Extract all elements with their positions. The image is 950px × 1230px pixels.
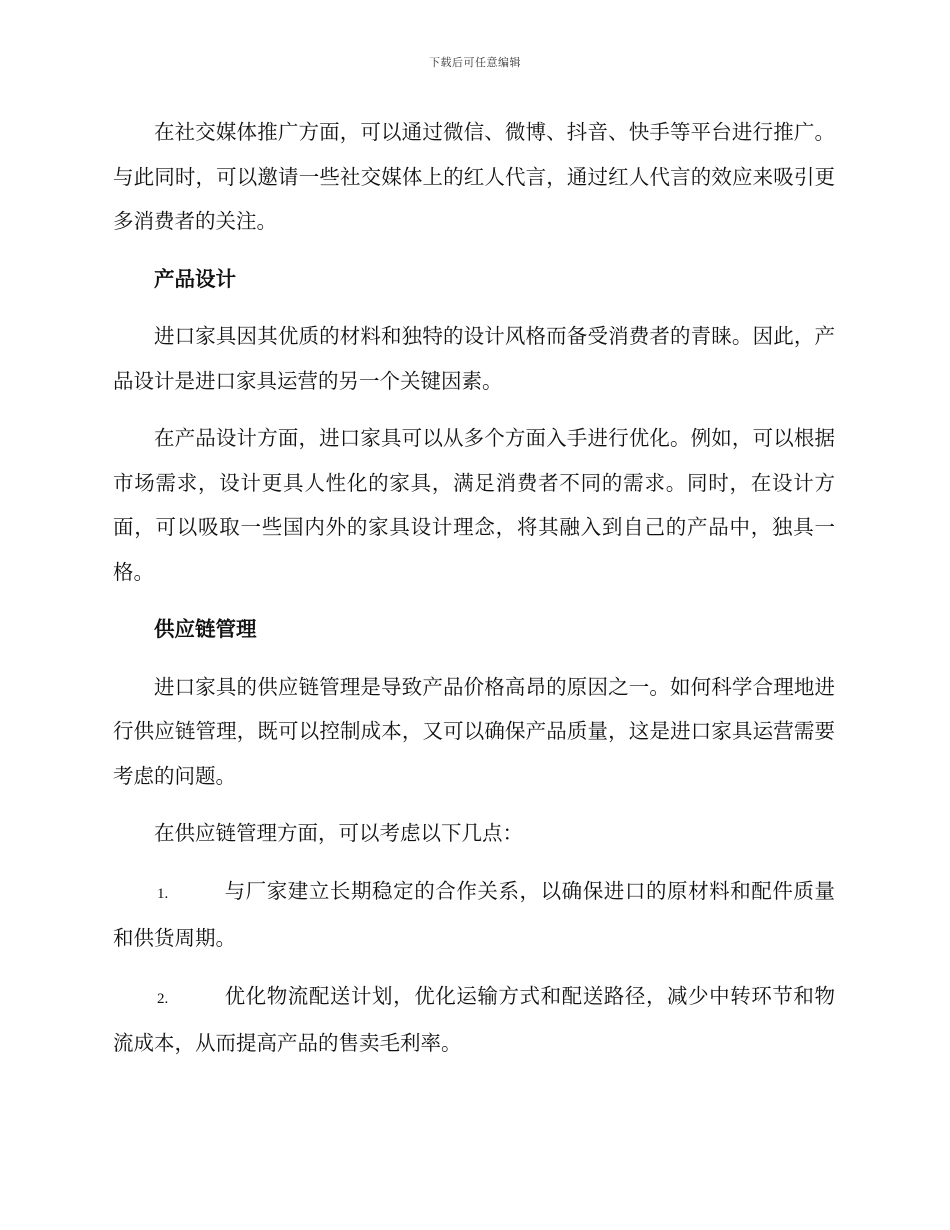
list-item [113, 974, 835, 1066]
paragraph-supply-intro: 进口家具的供应链管理是导致产品价格高昂的原因之一。如何科学合理地进行供应链管理，既可以控制成本，又可以确保产品质量，这是进口家具运营需要考虑的问题。 [113, 674, 835, 788]
paragraph-social-media: 在社交媒体推广方面，可以通过微信、微博、抖音、快手等平台进行推广。与此同时，可以邀请一些社交媒体上的红人代言，通过红人代言的效应来吸引更多消费者的关注。 [113, 120, 835, 233]
list-text: 优化物流配送计划，优化运输方式和配送路径，减少中转环节和物流成本，从而提高产品的售卖毛利率。 [113, 983, 835, 1055]
paragraph-supply-points: 在供应链管理方面，可以考虑以下几点： [154, 821, 523, 845]
paragraph-design-intro: 进口家具因其优质的材料和独特的设计风格而备受消费者的青睐。因此，产品设计是进口家具运营的另一个关键因素。 [113, 324, 835, 393]
page-header: 下载后可任意编辑 [429, 56, 521, 69]
list-text: 与厂家建立长期稳定的合作关系，以确保进口的原材料和配件质量和供货周期。 [113, 878, 835, 950]
list-number: 1. [157, 885, 169, 902]
heading-supply-chain: 供应链管理 [154, 617, 257, 641]
list-number: 2. [157, 990, 169, 1007]
paragraph-design-detail: 在产品设计方面，进口家具可以从多个方面入手进行优化。例如，可以根据市场需求，设计更具人性化的家具，满足消费者不同的需求。同时，在设计方面，可以吸取一些国内外的家具设计理念，将其融入到自己的产品中，独具一格。 [113, 426, 835, 584]
list-item [113, 869, 835, 961]
document-body [113, 110, 835, 1079]
heading-product-design: 产品设计 [154, 266, 236, 291]
